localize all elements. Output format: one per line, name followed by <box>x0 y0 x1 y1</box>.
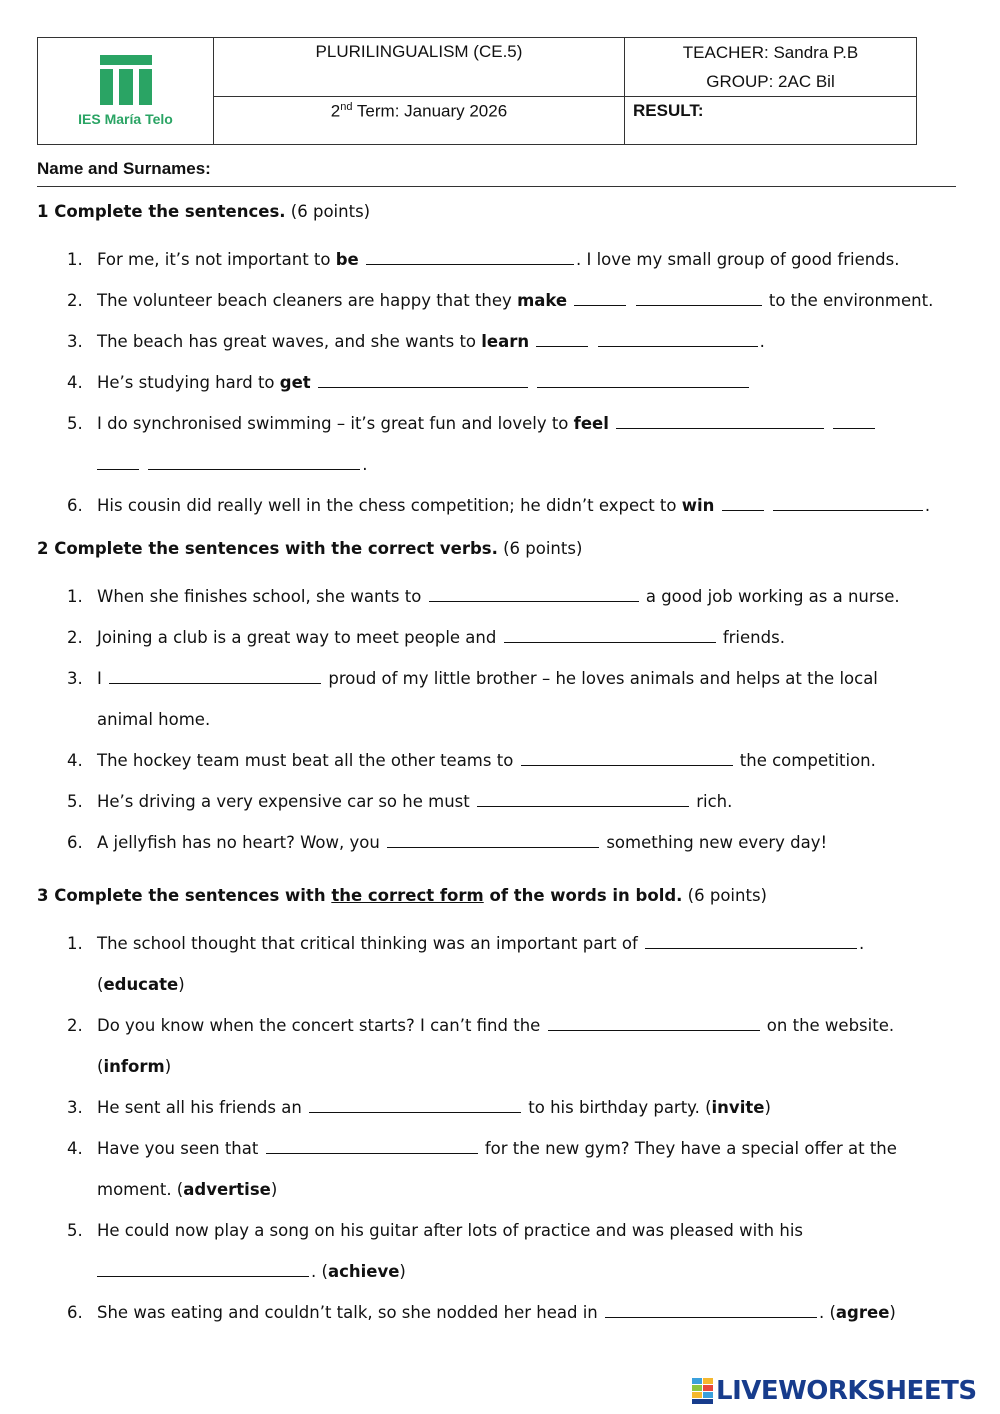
answer-blank[interactable] <box>645 934 857 949</box>
section-2 <box>37 536 977 863</box>
answer-blank[interactable] <box>109 669 321 684</box>
answer-blank[interactable] <box>548 1016 760 1031</box>
list-item: 1. The school thought that critical thinking was an important part of . (educate) <box>67 934 865 994</box>
answer-blank[interactable] <box>429 587 639 602</box>
answer-blank[interactable] <box>616 414 824 429</box>
answer-blank[interactable] <box>574 291 626 306</box>
list-item: 2. Do you know when the concert starts? I can’t find the on the website. (inform) <box>67 1016 895 1076</box>
answer-blank[interactable] <box>773 496 923 511</box>
list-item: 6. His cousin did really well in the chess competition; he didn’t expect to win . <box>67 496 931 515</box>
list-item: 4. The hockey team must beat all the other teams to the competition. <box>67 751 876 770</box>
result-label: RESULT: <box>633 101 704 120</box>
list-item: 2. Joining a club is a great way to meet people and friends. <box>67 628 785 647</box>
list-item: 6. A jellyfish has no heart? Wow, you something new every day! <box>67 833 828 852</box>
answer-blank[interactable] <box>318 373 528 388</box>
teacher-cell <box>625 38 917 97</box>
term-cell <box>214 97 625 145</box>
section-1 <box>37 199 977 526</box>
answer-blank[interactable] <box>477 792 689 807</box>
school-name: IES María Telo <box>78 111 173 127</box>
liveworksheets-logo[interactable] <box>692 1374 977 1408</box>
section-1-title: 1 Complete the sentences. (6 points) <box>37 202 371 221</box>
answer-blank[interactable] <box>598 332 758 347</box>
list-item: 3. The beach has great waves, and she wants to learn . <box>67 332 765 351</box>
term-text: 2nd Term: January 2026 <box>330 101 508 121</box>
section-3 <box>37 883 977 1333</box>
answer-blank[interactable] <box>504 628 716 643</box>
list-item: 3. He sent all his friends an to his birthday party. (invite) <box>67 1098 771 1117</box>
liveworksheets-grid-icon <box>692 1378 714 1404</box>
answer-blank[interactable] <box>148 455 360 470</box>
answer-blank[interactable] <box>536 332 588 347</box>
answer-blank[interactable] <box>537 373 749 388</box>
section-3-title: 3 Complete the sentences with the correct form of the words in bold. (6 points) <box>37 886 767 905</box>
answer-blank[interactable] <box>309 1098 521 1113</box>
subject-cell <box>214 38 625 97</box>
answer-blank[interactable] <box>387 833 599 848</box>
list-item: 4. He’s studying hard to get <box>37 362 977 403</box>
school-logo-icon <box>98 55 154 107</box>
subject-title: PLURILINGUALISM (CE.5) <box>315 42 523 61</box>
school-logo-cell <box>38 38 214 145</box>
answer-blank[interactable] <box>833 414 875 429</box>
name-label: Name and Surnames: <box>37 159 211 178</box>
teacher-name: TEACHER: Sandra P.B <box>682 43 859 62</box>
answer-blank[interactable] <box>521 751 733 766</box>
answer-blank[interactable] <box>722 496 764 511</box>
answer-blank[interactable] <box>636 291 762 306</box>
name-field[interactable] <box>37 159 956 187</box>
list-item: 5. He’s driving a very expensive car so he must rich. <box>67 792 733 811</box>
list-item: 1. When she finishes school, she wants to a good job working as a nurse. <box>67 587 900 606</box>
header-table <box>37 37 917 145</box>
list-item: 3. I proud of my little brother – he loves animals and helps at the local animal home. <box>67 669 878 729</box>
group-name: GROUP: 2AC Bil <box>706 72 835 91</box>
list-item: 1. For me, it’s not important to be . I love my small group of good friends. <box>67 250 900 269</box>
answer-blank[interactable] <box>266 1139 478 1154</box>
list-item: 5. I do synchronised swimming – it’s great fun and lovely to feel . <box>37 403 977 485</box>
list-item: 4. Have you seen that for the new gym? They have a special offer at the moment. (advertise) <box>67 1139 897 1199</box>
liveworksheets-brand: LIVEWORKSHEETS <box>716 1376 977 1406</box>
list-item: 5. He could now play a song on his guitar after lots of practice and was pleased with his . (achieve) <box>67 1221 804 1281</box>
section-2-title: 2 Complete the sentences with the correct verbs. (6 points) <box>37 539 583 558</box>
answer-blank[interactable] <box>97 455 139 470</box>
list-item: 6. She was eating and couldn’t talk, so she nodded her head in . (agree) <box>67 1303 896 1322</box>
result-cell[interactable] <box>625 97 917 145</box>
answer-blank[interactable] <box>605 1303 817 1318</box>
answer-blank[interactable] <box>97 1262 309 1277</box>
answer-blank[interactable] <box>366 250 574 265</box>
list-item: 2. The volunteer beach cleaners are happy that they make to the environment. <box>67 291 934 310</box>
